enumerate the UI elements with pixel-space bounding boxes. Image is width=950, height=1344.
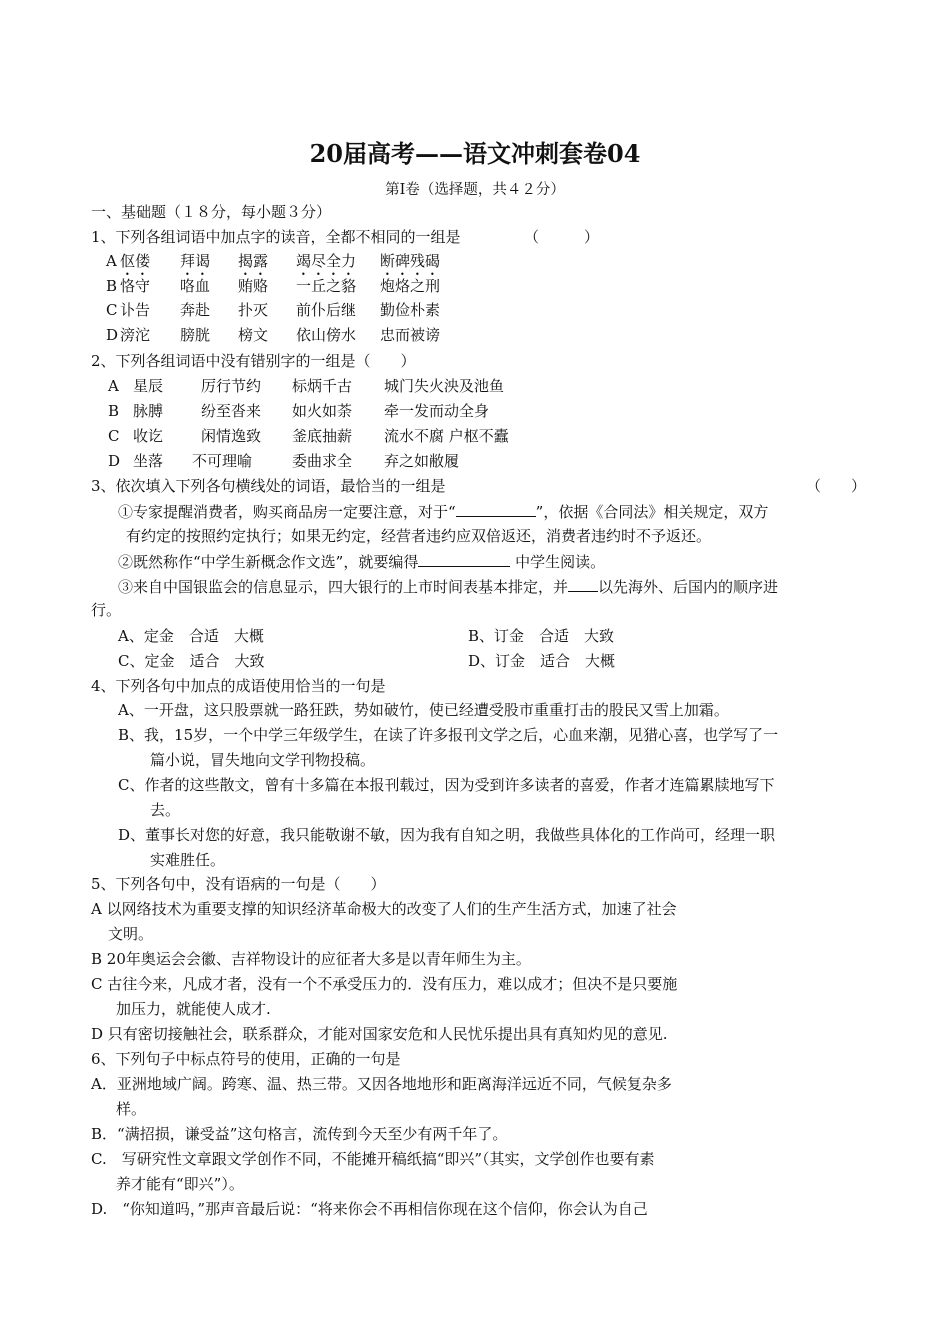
- q6-option-a: A．亚洲地域广阔。跨寒、温、热三带。又因各地地形和距离海洋远近不同，气候复杂多: [91, 1075, 672, 1093]
- q3-option-a: A、定金 合适 大概: [118, 627, 264, 645]
- q1-opt-word: 依山傍水: [296, 326, 357, 344]
- q3-stem: 3、依次填入下列各句横线处的词语，最恰当的一组是: [91, 477, 446, 495]
- q1-opt-word: 奔赴: [180, 301, 211, 319]
- fill-blank: [456, 501, 536, 517]
- q3-sentence-3: [118, 576, 778, 597]
- q1-opt-word: 忠而被谤: [380, 326, 441, 344]
- q4-option-d: D、董事长对您的好意，我只能敬谢不敏，因为我有自知之明，我做些具体化的工作尚可，经理一职: [118, 826, 776, 844]
- q4-option-b: B、我，15岁，一个中学三年级学生，在读了许多报刊文学之后，心血来潮，见猎心喜，也学写了一: [118, 726, 779, 744]
- q3-sentence-1-cont: 有约定的按照约定执行；如果无约定，经营者违约应双倍返还，消费者违约时不予返还。: [126, 527, 712, 545]
- q4-option-b-cont: 篇小说，冒失地向文学刊物投稿。: [150, 751, 376, 769]
- q3-s3-part: ③来自中国银监会的信息显示，四大银行的上市时间表基本排定，并: [118, 578, 569, 596]
- q2-opt-word: 委曲求全: [292, 452, 353, 470]
- q2-opt-letter: C: [108, 427, 120, 445]
- q3-sentence-1: [118, 501, 768, 522]
- q1-opt-word: 竭尽全力: [296, 252, 357, 270]
- q5-option-b: B 20年奥运会会徽、吉祥物设计的应征者大多是以青年师生为主。: [91, 950, 531, 968]
- q1-answer-paren: （ ）: [524, 228, 600, 246]
- q4-option-d-cont: 实难胜任。: [150, 851, 226, 869]
- q3-answer-paren: （ ）: [806, 477, 867, 495]
- q2-stem: 2、下列各组词语中没有错别字的一组是（ ）: [91, 352, 416, 370]
- q1-opt-word: 勤俭朴素: [380, 301, 441, 319]
- q1-opt-letter: C: [106, 301, 118, 319]
- q1-opt-word: 前仆后继: [296, 301, 357, 319]
- q6-option-c: C. 写研究性文章跟文学创作不同，不能摊开稿纸搞“即兴”（其实，文学创作也要有素: [91, 1150, 655, 1168]
- q1-opt-word: 咯血: [180, 277, 211, 295]
- page-title: 20届高考——语文冲刺套卷04: [309, 139, 641, 168]
- q2-opt-word: 闲情逸致: [201, 427, 262, 445]
- q3-s1-part: ①专家提醒消费者，购买商品房一定要注意，对于“: [118, 503, 456, 521]
- q2-opt-word: 坐落: [133, 452, 164, 470]
- q2-opt-word: 牵一发而动全身: [384, 402, 490, 420]
- q5-stem: 5、下列各句中，没有语病的一句是（ ）: [91, 875, 386, 893]
- q1-opt-word: 榜文: [238, 326, 269, 344]
- q1-opt-letter: D: [106, 326, 119, 344]
- q6-option-b: B．“满招损，谦受益”这句格言，流传到今天至少有两千年了。: [91, 1125, 508, 1143]
- q5-option-d: D 只有密切接触社会，联系群众，才能对国家安危和人民忧乐提出具有真知灼见的意见.: [91, 1025, 668, 1043]
- q1-opt-word: 断碑残碣: [380, 252, 441, 270]
- section-heading: 一、基础题（１８分，每小题３分）: [91, 203, 332, 221]
- q5-option-a-cont: 文明。: [108, 925, 154, 943]
- q1-opt-word: 一丘之貉: [296, 277, 357, 295]
- q2-opt-word: 弃之如敝履: [384, 452, 460, 470]
- q3-option-c: C、定金 适合 大致: [118, 652, 265, 670]
- q2-opt-word: 纷至沓来: [201, 402, 262, 420]
- q3-s1-part: ”，依据《合同法》相关规定，双方: [535, 503, 769, 521]
- q1-opt-word: 贿赂: [238, 277, 269, 295]
- q2-opt-letter: B: [108, 402, 120, 420]
- q1-stem: 1、下列各组词语中加点字的读音，全都不相同的一组是: [91, 228, 461, 246]
- q1-opt-word: 滂沱: [120, 326, 151, 344]
- q2-opt-word: 脉膊: [133, 402, 164, 420]
- q2-opt-word: 不可理喻: [192, 452, 253, 470]
- q4-option-a: A、一开盘，这只股票就一路狂跌，势如破竹，使已经遭受股市重重打击的股民又雪上加霜。: [118, 701, 729, 719]
- paper-subtitle: 第Ⅰ卷（选择题，共４２分）: [385, 182, 565, 198]
- q4-option-c-cont: 去。: [150, 801, 181, 819]
- q3-option-b: B、订金 合适 大致: [468, 627, 615, 645]
- q2-opt-word: 如火如荼: [292, 402, 353, 420]
- q2-opt-word: 城门失火泱及池鱼: [384, 377, 505, 395]
- q1-opt-word: 拜谒: [180, 252, 211, 270]
- q3-sentence-3-cont: 行。: [91, 601, 122, 619]
- q6-option-c-cont: 养才能有“即兴”）。: [116, 1175, 244, 1193]
- q2-opt-word: 标炳千古: [292, 377, 353, 395]
- q1-opt-word: 讣告: [120, 301, 151, 319]
- q2-opt-letter: D: [108, 452, 121, 470]
- q3-option-d: D、订金 适合 大概: [468, 652, 616, 670]
- q4-stem: 4、下列各句中加点的成语使用恰当的一句是: [91, 677, 386, 695]
- q5-option-a: A 以网络技术为重要支撑的知识经济革命极大的改变了人们的生产生活方式，加速了社会: [91, 900, 677, 918]
- q2-opt-word: 厉行节约: [201, 377, 262, 395]
- q3-s3-part: 以先海外、后国内的顺序进: [598, 578, 779, 596]
- q4-option-c: C、作者的这些散文，曾有十多篇在本报刊载过，因为受到许多读者的喜爱，作者才连篇累牍地写下: [118, 776, 775, 794]
- q1-opt-word: 揭露: [238, 252, 269, 270]
- q2-opt-word: 流水不腐 户枢不蠹: [384, 427, 509, 445]
- q3-s2-part: ②既然称作“中学生新概念作文选”，就要编得: [118, 553, 419, 571]
- q2-opt-letter: A: [108, 377, 119, 395]
- q1-opt-word: 扑灭: [238, 301, 269, 319]
- q6-stem: 6、下列句子中标点符号的使用，正确的一句是: [91, 1050, 401, 1068]
- q3-sentence-2: [118, 551, 605, 572]
- q2-opt-word: 星辰: [133, 377, 164, 395]
- q1-opt-word: 炮烙之刑: [380, 277, 441, 295]
- fill-blank: [568, 576, 598, 592]
- q2-opt-word: 釜底抽薪: [292, 427, 353, 445]
- q1-opt-word: 伛偻: [120, 252, 151, 270]
- q1-opt-word: 膀胱: [180, 326, 211, 344]
- q2-opt-word: 收讫: [133, 427, 164, 445]
- q5-option-c-cont: 加压力，就能使人成才.: [116, 1000, 271, 1018]
- q1-opt-letter: A: [106, 252, 117, 270]
- fill-blank: [418, 551, 510, 567]
- q6-option-a-cont: 样。: [116, 1100, 147, 1118]
- q3-s2-part: 中学生阅读。: [515, 553, 606, 571]
- q1-opt-word: 恪守: [120, 277, 151, 295]
- q5-option-c: C 古往今来，凡成才者，没有一个不承受压力的．没有压力，难以成才；但决不是只要施: [91, 975, 678, 993]
- q1-opt-letter: B: [106, 277, 118, 295]
- q6-option-d: D. “你知道吗，”那声音最后说：“将来你会不再相信你现在这个信仰，你会认为自己: [91, 1200, 648, 1218]
